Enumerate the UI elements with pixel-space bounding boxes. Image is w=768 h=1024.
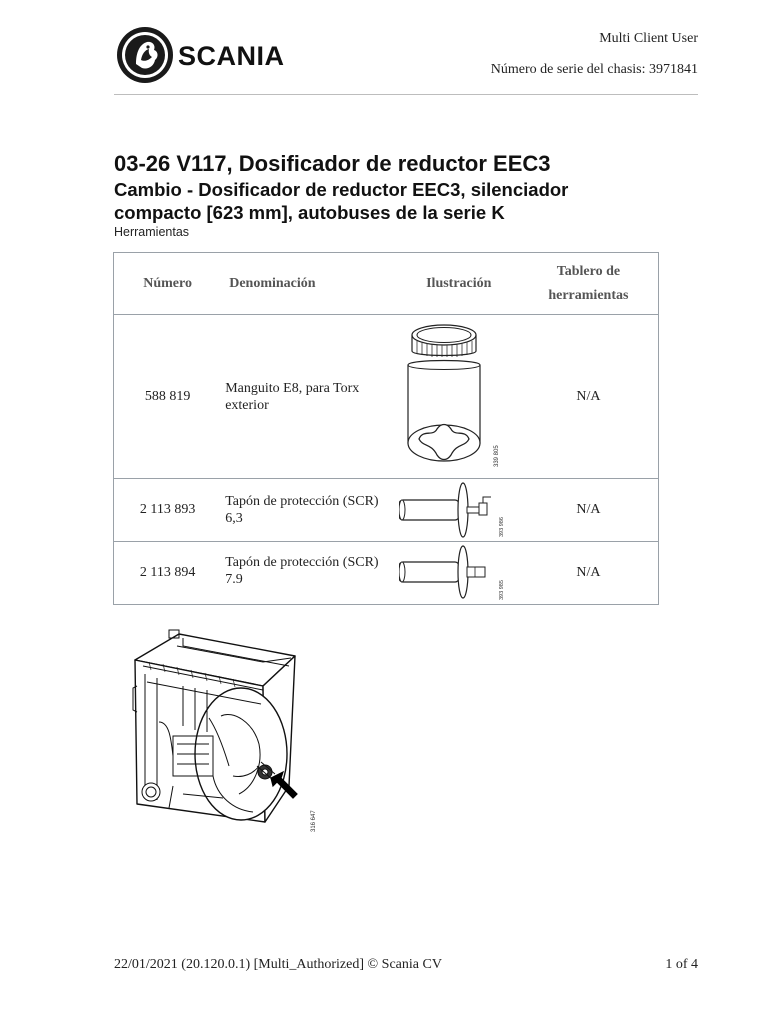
row-number: 2 113 894 [114,542,222,605]
row-number: 2 113 893 [114,479,222,542]
header-toolboard [519,253,659,315]
table-row [114,542,659,605]
user-name: Multi Client User [599,31,698,46]
document-title-block [114,150,714,240]
row-name [221,479,399,542]
row-name-line1: Manguito E8, para Torx [225,380,360,396]
header-divider [114,94,698,95]
row-illustration [399,479,519,542]
reductant-doser-illustration [113,626,333,846]
header-name: Denominación [221,253,399,315]
page-number: 1 of 4 [665,957,698,972]
row-name [221,315,399,479]
page-header [0,0,768,96]
row-toolboard: N/A [519,479,659,542]
figure-code: 393 985 [498,580,505,600]
row-name-line1: Tapón de protección (SCR) [225,555,379,570]
row-name-line2: 6,3 [225,511,243,526]
row-name-line1: Tapón de protección (SCR) [225,494,379,509]
row-name-line2: 7.9 [225,572,243,587]
griffin-emblem-icon [117,27,173,83]
figure-code: 316 647 [311,810,317,832]
page-subtitle-line2: compacto [623 mm], autobuses de la serie K [114,202,505,223]
scania-wordmark: SCANIA [178,41,285,71]
protection-plug-illustration [399,542,519,604]
table-row [114,315,659,479]
header-toolboard-line1: Tablero de [556,263,621,279]
row-toolboard: N/A [519,542,659,605]
page-title: 03-26 V117, Dosificador de reductor EEC3 [114,151,551,176]
row-illustration [399,542,519,605]
section-label: Herramientas [114,225,190,239]
figure-code: 339 805 [493,445,500,467]
header-number: Número [114,253,222,315]
row-number: 588 819 [114,315,222,479]
footer-info: 22/01/2021 (20.120.0.1) [Multi_Authorized] © Scania CV [114,957,442,972]
tools-table [113,252,659,605]
chassis-number: Número de serie del chasis: 3971841 [490,62,698,77]
table-row [114,479,659,542]
torx-socket-illustration [399,315,519,478]
figure-code: 393 986 [498,517,505,537]
row-illustration [399,315,519,479]
page-subtitle-line1: Cambio - Dosificador de reductor EEC3, silenciador [114,179,569,200]
table-header-row [114,253,659,315]
header-toolboard-line2: herramientas [548,287,629,303]
row-toolboard: N/A [519,315,659,479]
scania-logo [114,24,324,86]
protection-plug-illustration [399,479,519,541]
row-name-line2: exterior [225,397,269,413]
header-illustration: Ilustración [399,253,519,315]
row-name [221,542,399,605]
